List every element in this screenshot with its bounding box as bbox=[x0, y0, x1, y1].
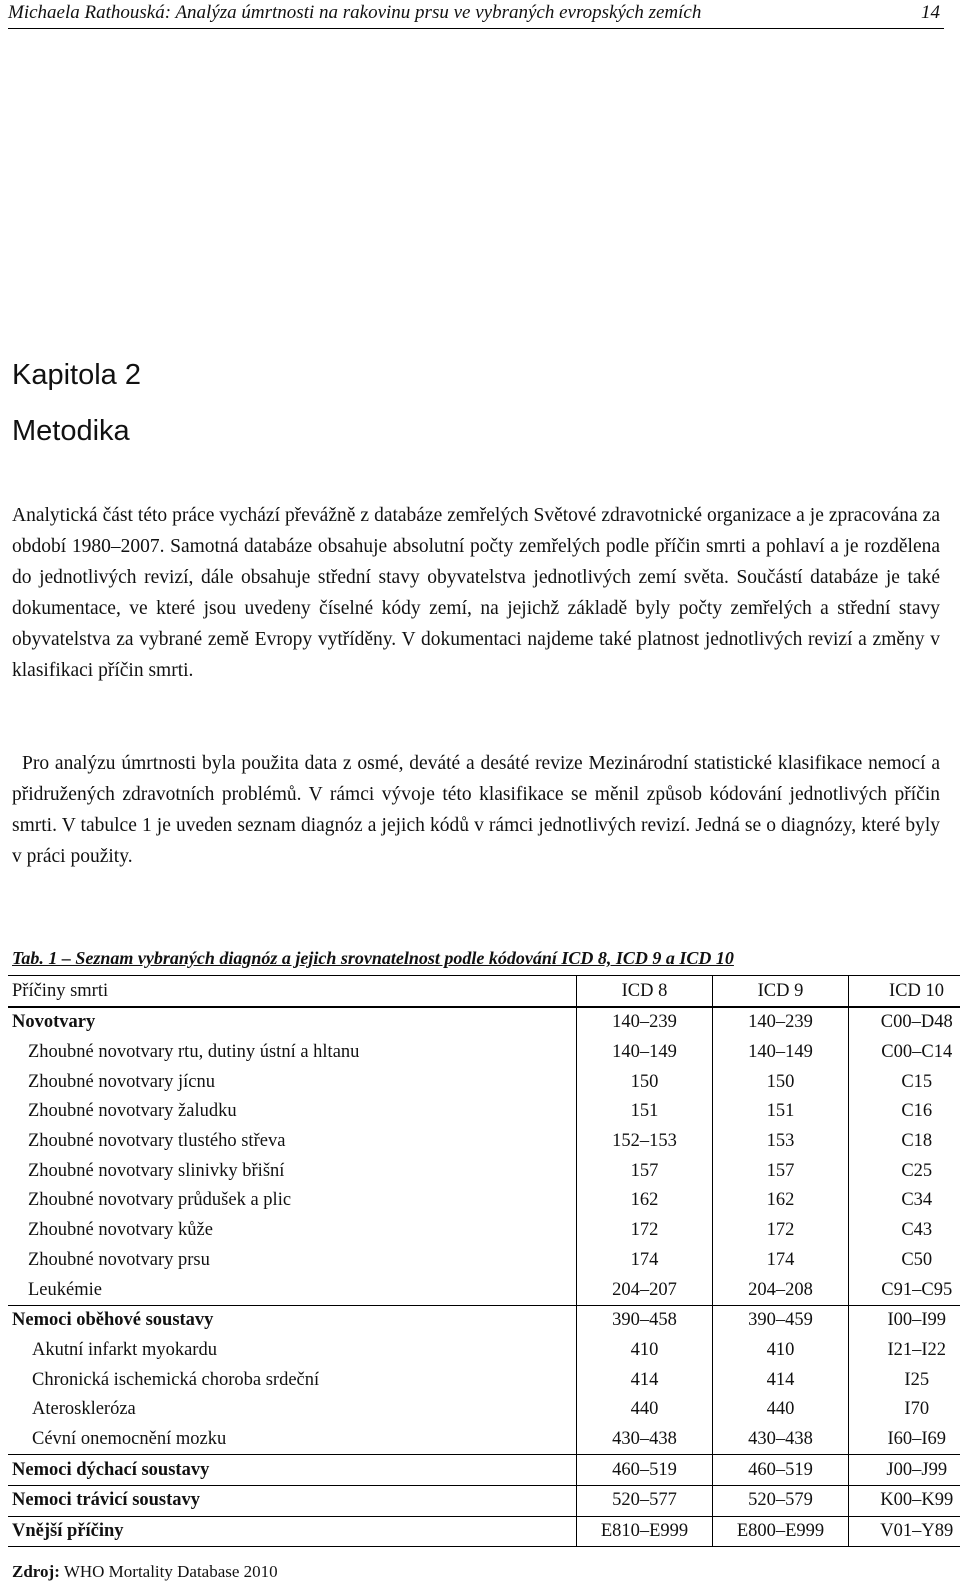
table-row bbox=[8, 1516, 960, 1547]
row-cause: Chronická ischemická choroba srdeční bbox=[32, 1369, 320, 1390]
row-icd8: 410 bbox=[577, 1336, 713, 1366]
table-row bbox=[8, 1127, 960, 1157]
row-icd10: C50 bbox=[849, 1246, 960, 1276]
table-row bbox=[8, 1336, 960, 1366]
table-header-row bbox=[8, 976, 960, 1008]
row-icd8: 390–458 bbox=[577, 1305, 713, 1335]
row-cause: Leukémie bbox=[28, 1279, 102, 1300]
row-icd9: E800–E999 bbox=[713, 1516, 849, 1547]
row-icd9: 440 bbox=[713, 1395, 849, 1425]
row-cause: Zhoubné novotvary prsu bbox=[28, 1249, 210, 1270]
row-cause: Cévní onemocnění mozku bbox=[32, 1428, 227, 1449]
row-icd8: 157 bbox=[577, 1156, 713, 1186]
header-icd9: ICD 9 bbox=[713, 976, 849, 1008]
source-note bbox=[12, 1560, 278, 1584]
row-icd9: 157 bbox=[713, 1156, 849, 1186]
table-row bbox=[8, 1305, 960, 1335]
row-icd10: J00–J99 bbox=[849, 1455, 960, 1486]
table-row bbox=[8, 1425, 960, 1455]
row-icd9: 172 bbox=[713, 1216, 849, 1246]
row-cause: Zhoubné novotvary tlustého střeva bbox=[28, 1131, 286, 1152]
table-row bbox=[8, 1097, 960, 1127]
row-icd9: 390–459 bbox=[713, 1305, 849, 1335]
row-cause: Zhoubné novotvary jícnu bbox=[28, 1071, 216, 1092]
row-cause: Zhoubné novotvary rtu, dutiny ústní a hltanu bbox=[28, 1042, 360, 1063]
table-row bbox=[8, 1246, 960, 1276]
row-icd10: I70 bbox=[849, 1395, 960, 1425]
row-icd8: 204–207 bbox=[577, 1275, 713, 1305]
row-cause: Nemoci dýchací soustavy bbox=[8, 1455, 577, 1486]
row-icd8: 140–239 bbox=[577, 1007, 713, 1038]
row-icd10: C91–C95 bbox=[849, 1275, 960, 1305]
row-icd8: 520–577 bbox=[577, 1486, 713, 1517]
table-row bbox=[8, 1156, 960, 1186]
table-row bbox=[8, 1275, 960, 1305]
page-number: 14 bbox=[921, 2, 940, 23]
row-icd10: I60–I69 bbox=[849, 1425, 960, 1455]
table-caption: Tab. 1 – Seznam vybraných diagnóz a jejich srovnatelnost podle kódování ICD 8, ICD 9 a ICD 10 bbox=[12, 948, 734, 968]
row-icd9: 151 bbox=[713, 1097, 849, 1127]
running-header bbox=[8, 0, 944, 29]
chapter-title: Metodika bbox=[12, 415, 130, 447]
table-row bbox=[8, 1186, 960, 1216]
table-row bbox=[8, 1007, 960, 1038]
row-cause: Vnější příčiny bbox=[8, 1516, 577, 1547]
row-icd10: C18 bbox=[849, 1127, 960, 1157]
row-icd9: 140–149 bbox=[713, 1038, 849, 1068]
row-icd9: 204–208 bbox=[713, 1275, 849, 1305]
running-title: Michaela Rathouská: Analýza úmrtnosti na rakovinu prsu ve vybraných evropských zemích bbox=[8, 2, 702, 23]
row-icd10: I21–I22 bbox=[849, 1336, 960, 1366]
row-cause: Zhoubné novotvary slinivky břišní bbox=[28, 1160, 285, 1181]
row-icd8: 414 bbox=[577, 1365, 713, 1395]
header-cause: Příčiny smrti bbox=[8, 976, 577, 1008]
row-cause: Akutní infarkt myokardu bbox=[32, 1339, 217, 1360]
header-icd10: ICD 10 bbox=[849, 976, 960, 1008]
row-icd9: 153 bbox=[713, 1127, 849, 1157]
table-row bbox=[8, 1455, 960, 1486]
header-icd8: ICD 8 bbox=[577, 976, 713, 1008]
row-icd10: I25 bbox=[849, 1365, 960, 1395]
table-row bbox=[8, 1395, 960, 1425]
row-icd10: C43 bbox=[849, 1216, 960, 1246]
row-cause: Zhoubné novotvary žaludku bbox=[28, 1101, 237, 1122]
row-cause: Zhoubné novotvary průdušek a plic bbox=[28, 1190, 292, 1211]
icd-table bbox=[8, 975, 960, 1547]
row-icd9: 140–239 bbox=[713, 1007, 849, 1038]
row-icd9: 410 bbox=[713, 1336, 849, 1366]
row-cause: Nemoci oběhové soustavy bbox=[8, 1305, 577, 1335]
table-row bbox=[8, 1038, 960, 1068]
row-icd9: 150 bbox=[713, 1067, 849, 1097]
row-icd10: C00–C14 bbox=[849, 1038, 960, 1068]
row-icd8: 440 bbox=[577, 1395, 713, 1425]
row-icd8: 172 bbox=[577, 1216, 713, 1246]
row-icd10: V01–Y89 bbox=[849, 1516, 960, 1547]
paragraph-methods: Pro analýzu úmrtnosti byla použita data z osmé, deváté a desáté revize Mezinárodní statistické klasifikace nemocí a přidružených zdravotních problémů. V rámci vývoje této klasifikace se měnil způsob kódování jednotlivých příčin smrti. V tabulce 1 je uveden seznam diagnóz a jejich kódů v rámci jednotlivých revizí. Jedná se o diagnózy, které byly v práci použity. bbox=[12, 753, 940, 867]
row-icd10: I00–I99 bbox=[849, 1305, 960, 1335]
row-icd10: C15 bbox=[849, 1067, 960, 1097]
row-icd9: 430–438 bbox=[713, 1425, 849, 1455]
source-text: WHO Mortality Database 2010 bbox=[63, 1562, 278, 1581]
row-icd8: E810–E999 bbox=[577, 1516, 713, 1547]
row-icd10: C34 bbox=[849, 1186, 960, 1216]
row-icd9: 460–519 bbox=[713, 1455, 849, 1486]
table-row bbox=[8, 1365, 960, 1395]
row-icd10: C00–D48 bbox=[849, 1007, 960, 1038]
row-icd9: 414 bbox=[713, 1365, 849, 1395]
row-icd9: 174 bbox=[713, 1246, 849, 1276]
row-cause: Nemoci trávicí soustavy bbox=[8, 1486, 577, 1517]
chapter-label: Kapitola 2 bbox=[12, 359, 141, 391]
row-icd9: 520–579 bbox=[713, 1486, 849, 1517]
row-icd8: 174 bbox=[577, 1246, 713, 1276]
row-cause: Zhoubné novotvary kůže bbox=[28, 1220, 213, 1241]
paragraph-intro: Analytická část této práce vychází převážně z databáze zemřelých Světové zdravotnické organizace a je zpracována za období 1980–2007. Samotná databáze obsahuje absolutní počty zemřelých podle příčin smrti a pohlaví a je rozdělena do jednotlivých revizí, dále obsahuje střední stavy obyvatelstva jednotlivých zemí světa. Součástí databáze je také dokumentace, ve které jsou uvedeny číselné kódy zemí, na jejichž základě byly počty zemřelých a střední stavy obyvatelstva za vybrané země Evropy vytříděny. V dokumentaci najdeme také platnost jednotlivých revizí a změny v klasifikaci příčin smrti. bbox=[12, 505, 940, 681]
row-cause: Novotvary bbox=[8, 1007, 577, 1038]
row-icd10: C25 bbox=[849, 1156, 960, 1186]
row-icd10: C16 bbox=[849, 1097, 960, 1127]
row-icd8: 140–149 bbox=[577, 1038, 713, 1068]
source-label: Zdroj: bbox=[12, 1562, 60, 1581]
row-icd8: 162 bbox=[577, 1186, 713, 1216]
row-icd8: 152–153 bbox=[577, 1127, 713, 1157]
row-icd8: 151 bbox=[577, 1097, 713, 1127]
row-icd10: K00–K99 bbox=[849, 1486, 960, 1517]
row-cause: Ateroskleróza bbox=[32, 1399, 136, 1420]
row-icd8: 150 bbox=[577, 1067, 713, 1097]
table-row bbox=[8, 1216, 960, 1246]
row-icd9: 162 bbox=[713, 1186, 849, 1216]
row-icd8: 430–438 bbox=[577, 1425, 713, 1455]
row-icd8: 460–519 bbox=[577, 1455, 713, 1486]
table-row bbox=[8, 1067, 960, 1097]
table-row bbox=[8, 1486, 960, 1517]
